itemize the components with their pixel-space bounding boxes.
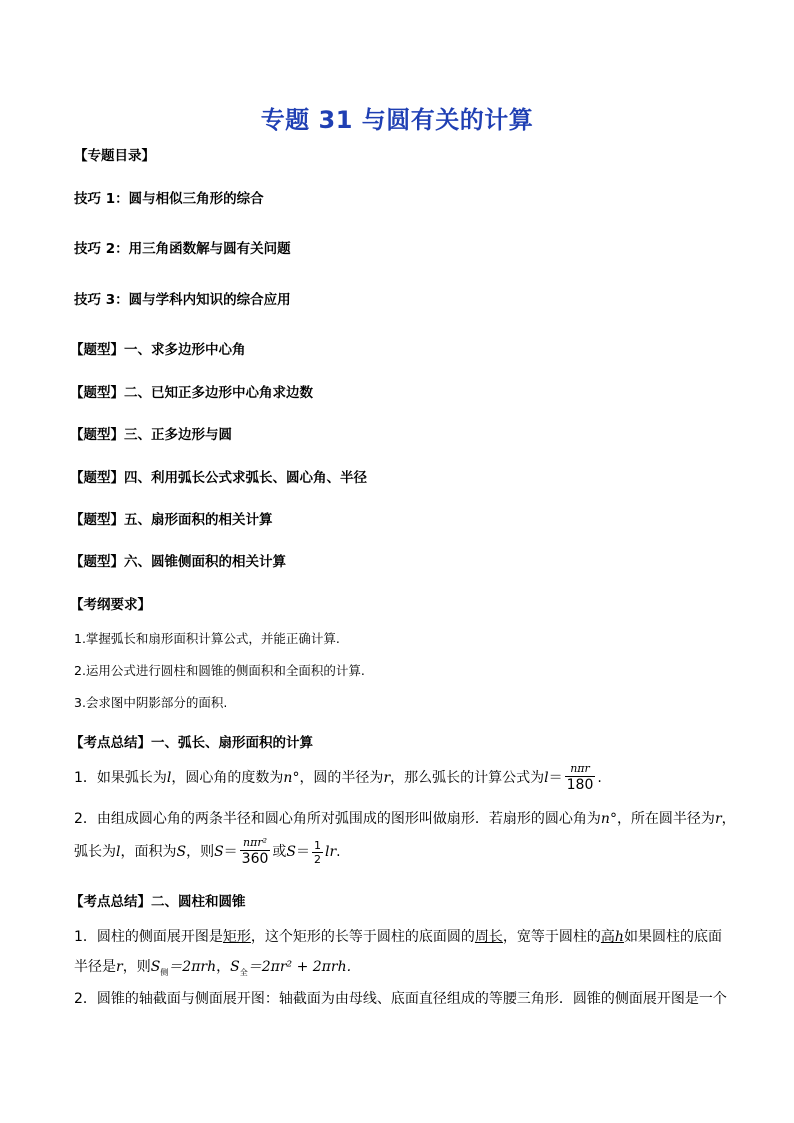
page-title: 专题 31 与圆有关的计算 (260, 106, 534, 134)
summary-header-arc: 【考点总结】一、弧长、扇形面积的计算 (70, 735, 313, 751)
cylinder-paragraph-line1: 1．圆柱的侧面展开图是矩形，这个矩形的长等于圆柱的底面圆的周长，宽等于圆柱的高h如果圆柱的底面 (74, 929, 722, 945)
type-item: 【题型】六、圆锥侧面积的相关计算 (70, 554, 286, 570)
cone-paragraph: 2．圆锥的轴截面与侧面展开图：轴截面为由母线、底面直径组成的等腰三角形．圆锥的侧面展开图是一个 (74, 991, 727, 1007)
requirement-item: 2.运用公式进行圆柱和圆锥的侧面积和全面积的计算. (74, 663, 365, 678)
type-item: 【题型】一、求多边形中心角 (70, 342, 246, 358)
half-fraction: $\frac{1}{2}$ (314, 838, 321, 866)
sector-area-fraction: $\frac{\text{nπr²}}{360}$ (241, 836, 269, 867)
catalog-header: 【专题目录】 (74, 148, 155, 164)
arc-length-fraction: $\frac{\text{nπr}}{180}$ (566, 762, 594, 793)
summary-header-cylinder: 【考点总结】二、圆柱和圆锥 (70, 894, 246, 910)
sector-area-formula-line: 弧长为l，面积为S，则S＝ $\frac{\text{nπr²}}{360}$ 或S＝ $\frac{1}{2}$ lr. (74, 836, 341, 867)
arc-length-paragraph: 1．如果弧长为l，圆心角的度数为n°，圆的半径为r，那么弧长的计算公式为l＝ $\frac{\text{nπr}}{180}$ . (74, 762, 602, 793)
sector-definition-line: 2．由组成圆心角的两条半径和圆心角所对弧围成的图形叫做扇形．若扇形的圆心角为n°，所在圆半径为r， (74, 811, 736, 827)
requirement-item: 1.掌握弧长和扇形面积计算公式，并能正确计算. (74, 631, 340, 646)
skill-item: 技巧 3：圆与学科内知识的综合应用 (74, 292, 291, 308)
type-item: 【题型】五、扇形面积的相关计算 (70, 512, 273, 528)
type-item: 【题型】四、利用弧长公式求弧长、圆心角、半径 (70, 470, 367, 486)
skill-item: 技巧 1：圆与相似三角形的综合 (74, 191, 264, 207)
height-underline: 高h (600, 929, 624, 945)
type-item: 【题型】三、正多边形与圆 (70, 427, 232, 443)
skill-item: 技巧 2：用三角函数解与圆有关问题 (74, 241, 291, 257)
type-item: 【题型】二、已知正多边形中心角求边数 (70, 385, 313, 401)
requirement-item: 3.会求图中阴影部分的面积. (74, 695, 228, 710)
requirements-header: 【考纲要求】 (70, 597, 151, 613)
cylinder-paragraph-line2: 半径是r，则$S_侧=2\pi rh$，$S_全=2\pi r^2 + 2\pi rh$. (74, 959, 352, 977)
